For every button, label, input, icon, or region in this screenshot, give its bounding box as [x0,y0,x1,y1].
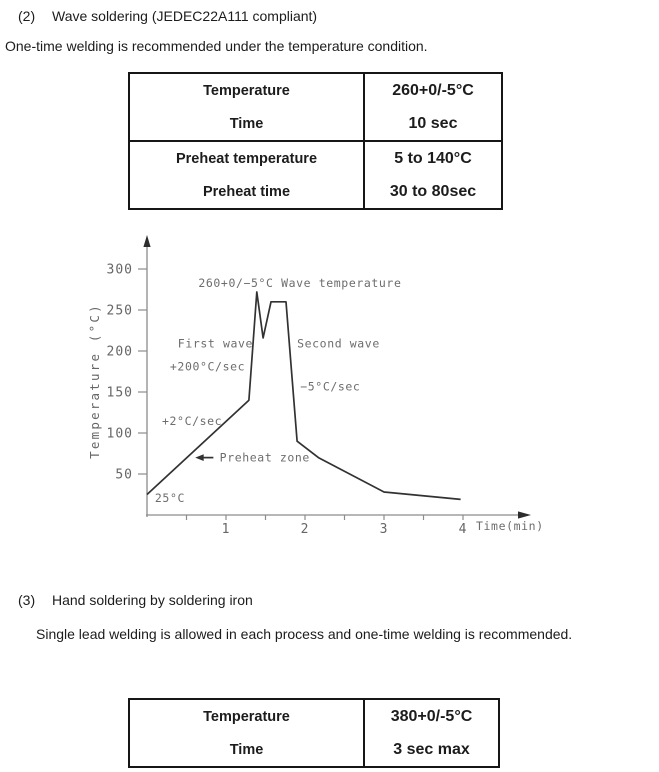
chart-annotation: −5°C/sec [300,379,361,394]
chart-annotation: 25°C [154,490,186,505]
table-row [130,74,501,107]
y-tick-label: 200 [106,344,133,360]
cell-label: Time [229,115,264,132]
cell-label: Preheat time [202,183,291,200]
cell-value: 3 sec max [363,733,498,766]
cell-value: 10 sec [363,107,501,140]
x-tick-label: 3 [379,522,389,537]
section-3-title: Hand soldering by soldering iron [52,592,253,608]
section-2-intro: One-time welding is recommended under the temperature condition. [5,38,428,54]
x-axis-title: Time(min) [476,519,544,533]
x-tick-label: 4 [458,522,468,537]
cell-label: Time [229,741,264,758]
wave-profile-chart [85,233,545,538]
chart-annotation: First wave [177,336,254,351]
table-row [130,107,501,140]
cell-label: Temperature [203,708,290,725]
section-2-number: (2) [18,8,36,24]
section-2-heading [18,8,317,24]
chart-annotation: +200°C/sec [169,359,246,374]
y-tick-label: 150 [106,385,133,401]
x-tick-label: 2 [300,522,310,537]
table-row [130,733,498,766]
table-group [130,74,501,140]
chart-annotation: Preheat zone [219,450,310,465]
cell-value: 380+0/-5°C [363,700,498,733]
chart-annotation: +2°C/sec [162,413,223,428]
section-2-title: Wave soldering (JEDEC22A111 compliant) [52,8,318,24]
section-3-heading [18,592,253,608]
y-tick-label: 300 [106,262,133,278]
chart-annotation: 260+0/−5°C Wave temperature [198,276,402,291]
cell-value: 5 to 140°C [363,142,501,175]
y-tick-label: 250 [106,303,133,319]
chart-annotation: Second wave [297,336,380,351]
profile-curve [147,292,461,499]
hand-soldering-table [128,698,500,768]
y-tick-label: 50 [115,467,133,483]
cell-value: 30 to 80sec [363,175,501,208]
y-axis-title: Temperature (°C) [87,303,102,459]
section-3-number: (3) [18,592,36,608]
left-arrow-icon [195,454,204,461]
table-group [130,700,498,766]
x-tick-label: 1 [221,522,231,537]
table-row [130,175,501,208]
cell-label: Preheat temperature [175,150,318,167]
cell-label: Temperature [203,82,290,99]
wave-soldering-table [128,72,503,210]
section-3-intro: Single lead welding is allowed in each process and one-time welding is recommended. [36,626,573,642]
y-axis-arrow-icon [143,235,150,247]
cell-value: 260+0/-5°C [363,74,501,107]
table-row [130,700,498,733]
table-row [130,142,501,175]
x-axis-arrow-icon [518,511,531,518]
y-tick-label: 100 [106,426,133,442]
table-group [130,140,501,208]
